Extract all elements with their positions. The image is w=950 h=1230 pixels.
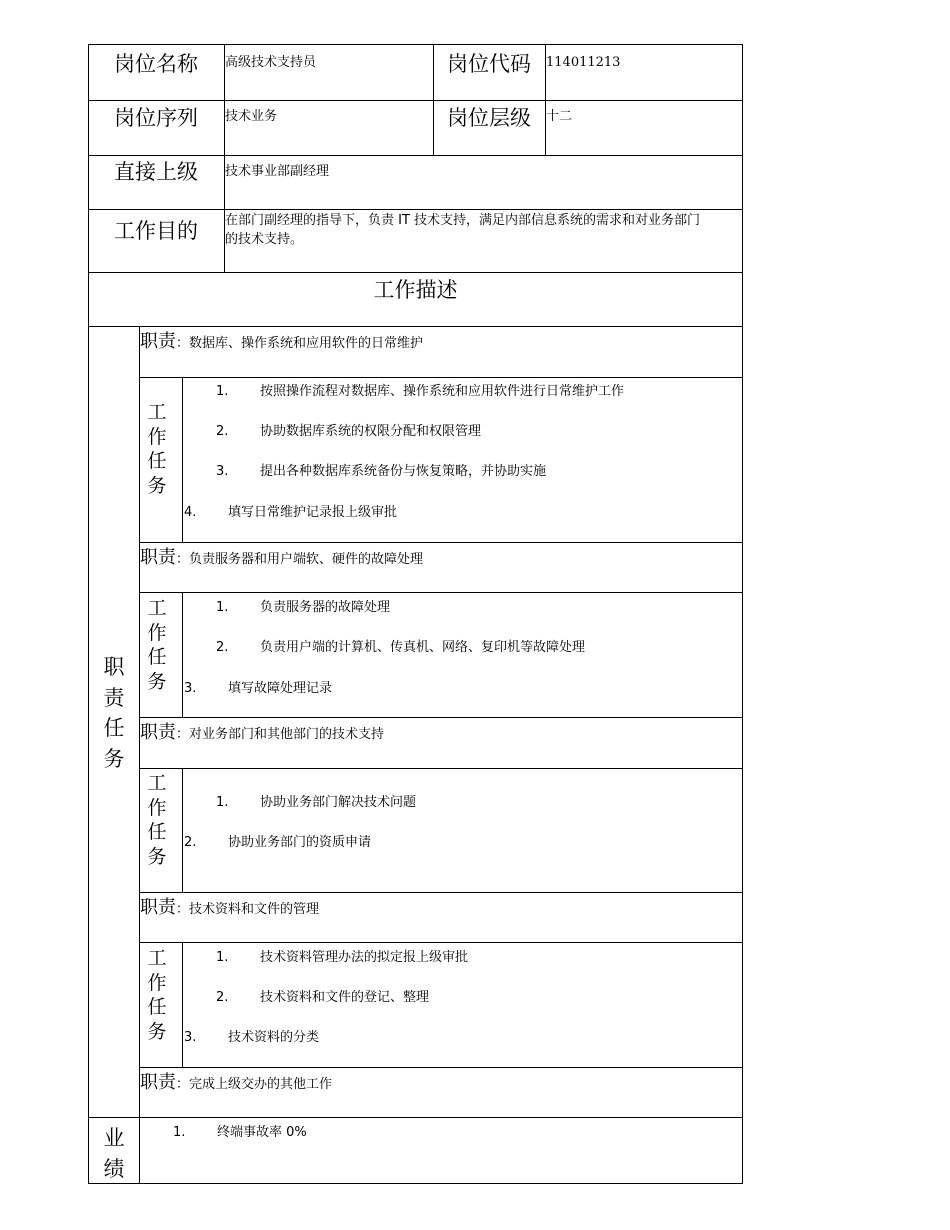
task-text: 协助数据库系统的权限分配和权限管理 (260, 424, 482, 439)
table-line (139, 717, 743, 718)
duty-text: ：完成上级交办的其他工作 (176, 1077, 333, 1092)
table-line (182, 942, 183, 1068)
task-text: 协助业务部门解决技术问题 (260, 795, 417, 810)
table-line (88, 1183, 743, 1184)
duty-row (140, 1073, 332, 1094)
duty-text: ：数据库、操作系统和应用软件的日常维护 (176, 336, 424, 351)
sequence-value: 技术业务 (225, 109, 278, 124)
task-number: 1. (216, 795, 229, 810)
table-line (88, 326, 743, 327)
duty-prefix: 职责 (140, 547, 176, 568)
performance-item (173, 1121, 307, 1140)
task-text: 技术资料和文件的登记、整理 (260, 990, 430, 1005)
performance-number: 1. (173, 1125, 186, 1140)
duty-prefix: 职责 (140, 331, 176, 352)
level-label: 岗位层级 (447, 106, 531, 130)
task-number: 3. (184, 681, 197, 696)
duty-prefix: 职责 (140, 897, 176, 918)
table-line (182, 768, 183, 893)
task-item (216, 791, 416, 810)
task-item (216, 986, 429, 1005)
task-number: 3. (216, 464, 229, 479)
task-number: 2. (184, 835, 197, 850)
duty-row (140, 723, 384, 744)
task-number: 1. (216, 384, 229, 399)
duty-prefix: 职责 (140, 1072, 176, 1093)
task-text: 技术资料的分类 (228, 1030, 320, 1045)
table-line (88, 155, 743, 156)
task-item (216, 460, 546, 479)
position-code-value: 114011213 (546, 55, 621, 70)
task-text: 填写日常维护记录报上级审批 (228, 505, 398, 520)
duty-row (140, 332, 423, 353)
duty-prefix: 职责 (140, 722, 176, 743)
table-line (88, 272, 743, 273)
performance-text: 终端事故率 0% (217, 1125, 307, 1140)
purpose-label: 工作目的 (114, 219, 198, 243)
task-column-label: 工作任务 (147, 597, 167, 693)
task-text: 按照操作流程对数据库、操作系统和应用软件进行日常维护工作 (260, 384, 625, 399)
table-line (742, 44, 743, 1184)
table-line (182, 592, 183, 718)
table-line (88, 100, 743, 101)
table-line (88, 1117, 743, 1118)
task-text: 技术资料管理办法的拟定报上级审批 (260, 950, 469, 965)
task-item (184, 677, 332, 696)
task-item (216, 420, 481, 439)
table-line (139, 592, 743, 593)
table-line (139, 942, 743, 943)
level-value: 十二 (546, 109, 573, 124)
task-text: 负责服务器的故障处理 (260, 600, 391, 615)
performance-label: 业绩 (103, 1126, 125, 1181)
duty-text: ：负责服务器和用户端软、硬件的故障处理 (176, 552, 424, 567)
task-number: 4. (184, 505, 197, 520)
table-line (139, 892, 743, 893)
table-line (88, 209, 743, 210)
task-number: 2. (216, 640, 229, 655)
task-text: 负责用户端的计算机、传真机、网络、复印机等故障处理 (260, 640, 586, 655)
duty-row (140, 898, 319, 919)
position-name-label: 岗位名称 (114, 52, 198, 76)
duty-row (140, 548, 423, 569)
task-column-label: 工作任务 (147, 947, 167, 1043)
table-line (182, 377, 183, 543)
duty-text: ：技术资料和文件的管理 (176, 902, 320, 917)
task-item (216, 596, 390, 615)
table-line (139, 542, 743, 543)
position-code-label: 岗位代码 (447, 52, 531, 76)
table-line (139, 768, 743, 769)
sequence-label: 岗位序列 (114, 106, 198, 130)
table-line (139, 377, 743, 378)
task-text: 协助业务部门的资质申请 (228, 835, 372, 850)
task-number: 1. (216, 950, 229, 965)
purpose-line-1: 在部门副经理的指导下，负责 IT 技术支持，满足内部信息系统的需求和对业务部门 (225, 213, 701, 228)
task-number: 2. (216, 424, 229, 439)
task-number: 1. (216, 600, 229, 615)
supervisor-label: 直接上级 (114, 160, 198, 184)
task-item (184, 831, 371, 850)
position-name-value: 高级技术支持员 (225, 55, 317, 70)
task-item (216, 946, 468, 965)
section-title: 工作描述 (373, 278, 458, 302)
table-line (139, 1067, 743, 1068)
table-line (88, 44, 89, 1184)
duties-column-label: 职责任务 (103, 655, 125, 771)
task-item (184, 1026, 319, 1045)
task-column-label: 工作任务 (147, 772, 167, 868)
task-item (184, 501, 397, 520)
task-column-label: 工作任务 (147, 401, 167, 497)
table-line (88, 44, 743, 45)
task-text: 提出各种数据库系统备份与恢复策略，并协助实施 (260, 464, 547, 479)
task-item (216, 380, 624, 399)
task-text: 填写故障处理记录 (228, 681, 333, 696)
supervisor-value: 技术事业部副经理 (225, 164, 330, 179)
purpose-line-2: 的技术支持。 (225, 232, 304, 247)
task-number: 2. (216, 990, 229, 1005)
task-number: 3. (184, 1030, 197, 1045)
task-item (216, 636, 585, 655)
duty-text: ：对业务部门和其他部门的技术支持 (176, 727, 385, 742)
